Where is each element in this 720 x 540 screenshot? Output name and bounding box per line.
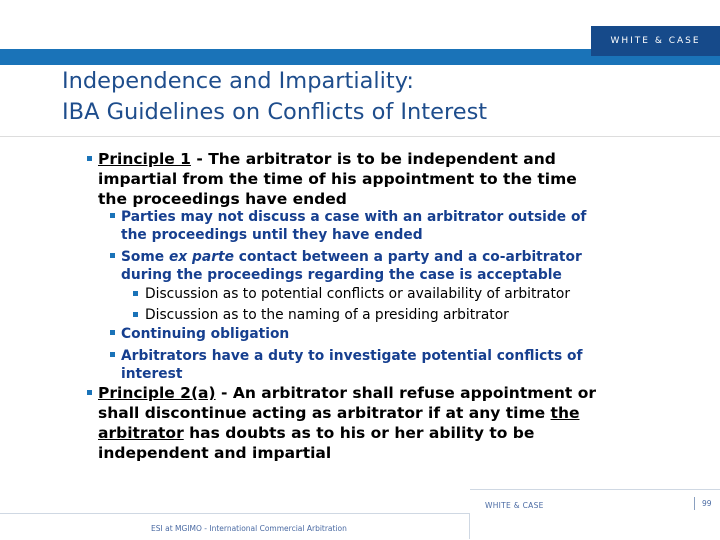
title-divider bbox=[0, 136, 720, 137]
slide-title-line2: IBA Guidelines on Conflicts of Interest bbox=[62, 99, 488, 125]
bullet-square-icon bbox=[133, 312, 138, 317]
principle-2a-text-line4: independent and impartial bbox=[98, 444, 332, 462]
footer-course-box bbox=[0, 513, 470, 539]
sub-sub-bullet-presiding: Discussion as to the naming of a presiding arbitrator bbox=[145, 307, 509, 323]
footer-divider bbox=[470, 489, 720, 490]
principle-2a-underlined-the: the bbox=[550, 404, 580, 422]
principle-1-text-line2: impartial from the time of his appointment to the time bbox=[98, 170, 577, 188]
bullet-square-icon bbox=[110, 330, 115, 335]
principle-2a-text-line3: has doubts as to his or her ability to be bbox=[183, 424, 535, 442]
bullet-square-icon bbox=[110, 213, 115, 218]
principle-1-bullet bbox=[98, 149, 577, 209]
sub-bullet-parties-line1: Parties may not discuss a case with an arbitrator outside of bbox=[121, 209, 587, 225]
sub-bullet-parties-line2: the proceedings until they have ended bbox=[121, 227, 423, 243]
sub-bullet-ex-parte-line1: contact between a party and a co-arbitrator bbox=[233, 249, 582, 265]
page-number-divider bbox=[694, 497, 695, 510]
sub-bullet-continuing: Continuing obligation bbox=[121, 326, 290, 342]
bullet-square-icon bbox=[133, 291, 138, 296]
principle-2a-text-line1: - An arbitrator shall refuse appointment or bbox=[215, 384, 597, 402]
sub-bullet-ex-parte bbox=[121, 248, 582, 284]
page-number: 99 bbox=[702, 499, 712, 508]
bullet-square-icon bbox=[87, 156, 92, 161]
principle-1-text-line1: - The arbitrator is to be independent and bbox=[190, 150, 556, 168]
principle-2a-bullet bbox=[98, 383, 596, 463]
principle-1-text-line3: the proceedings have ended bbox=[98, 190, 347, 208]
principle-2a-underlined-arbitrator: arbitrator bbox=[98, 424, 184, 442]
footer-firm-name: WHITE & CASE bbox=[485, 501, 544, 510]
slide-title bbox=[62, 66, 662, 128]
sub-bullet-investigate-line2: interest bbox=[121, 366, 183, 382]
bullet-square-icon bbox=[110, 352, 115, 357]
bullet-square-icon bbox=[110, 253, 115, 258]
principle-1-label: Principle 1 bbox=[98, 150, 191, 168]
sub-bullet-investigate bbox=[121, 347, 582, 383]
sub-bullet-parties bbox=[121, 208, 586, 244]
principle-2a-label: Principle 2(a) bbox=[98, 384, 216, 402]
sub-bullet-investigate-line1: Arbitrators have a duty to investigate potential conflicts of bbox=[121, 348, 583, 364]
principle-2a-text-line2: shall discontinue acting as arbitrator if at any time bbox=[98, 404, 551, 422]
sub-bullet-ex-parte-prefix: Some bbox=[121, 249, 169, 265]
firm-logo-text: WHITE & CASE bbox=[610, 36, 701, 46]
sub-sub-bullet-conflicts: Discussion as to potential conflicts or availability of arbitrator bbox=[145, 286, 571, 302]
footer-course-name: ESI at MGIMO - International Commercial Arbitration bbox=[151, 524, 347, 533]
firm-logo bbox=[591, 26, 720, 56]
slide-title-line1: Independence and Impartiality: bbox=[62, 68, 414, 94]
sub-bullet-ex-parte-italic: ex parte bbox=[168, 249, 234, 265]
sub-bullet-ex-parte-line2: during the proceedings regarding the case is acceptable bbox=[121, 267, 562, 283]
bullet-square-icon bbox=[87, 390, 92, 395]
